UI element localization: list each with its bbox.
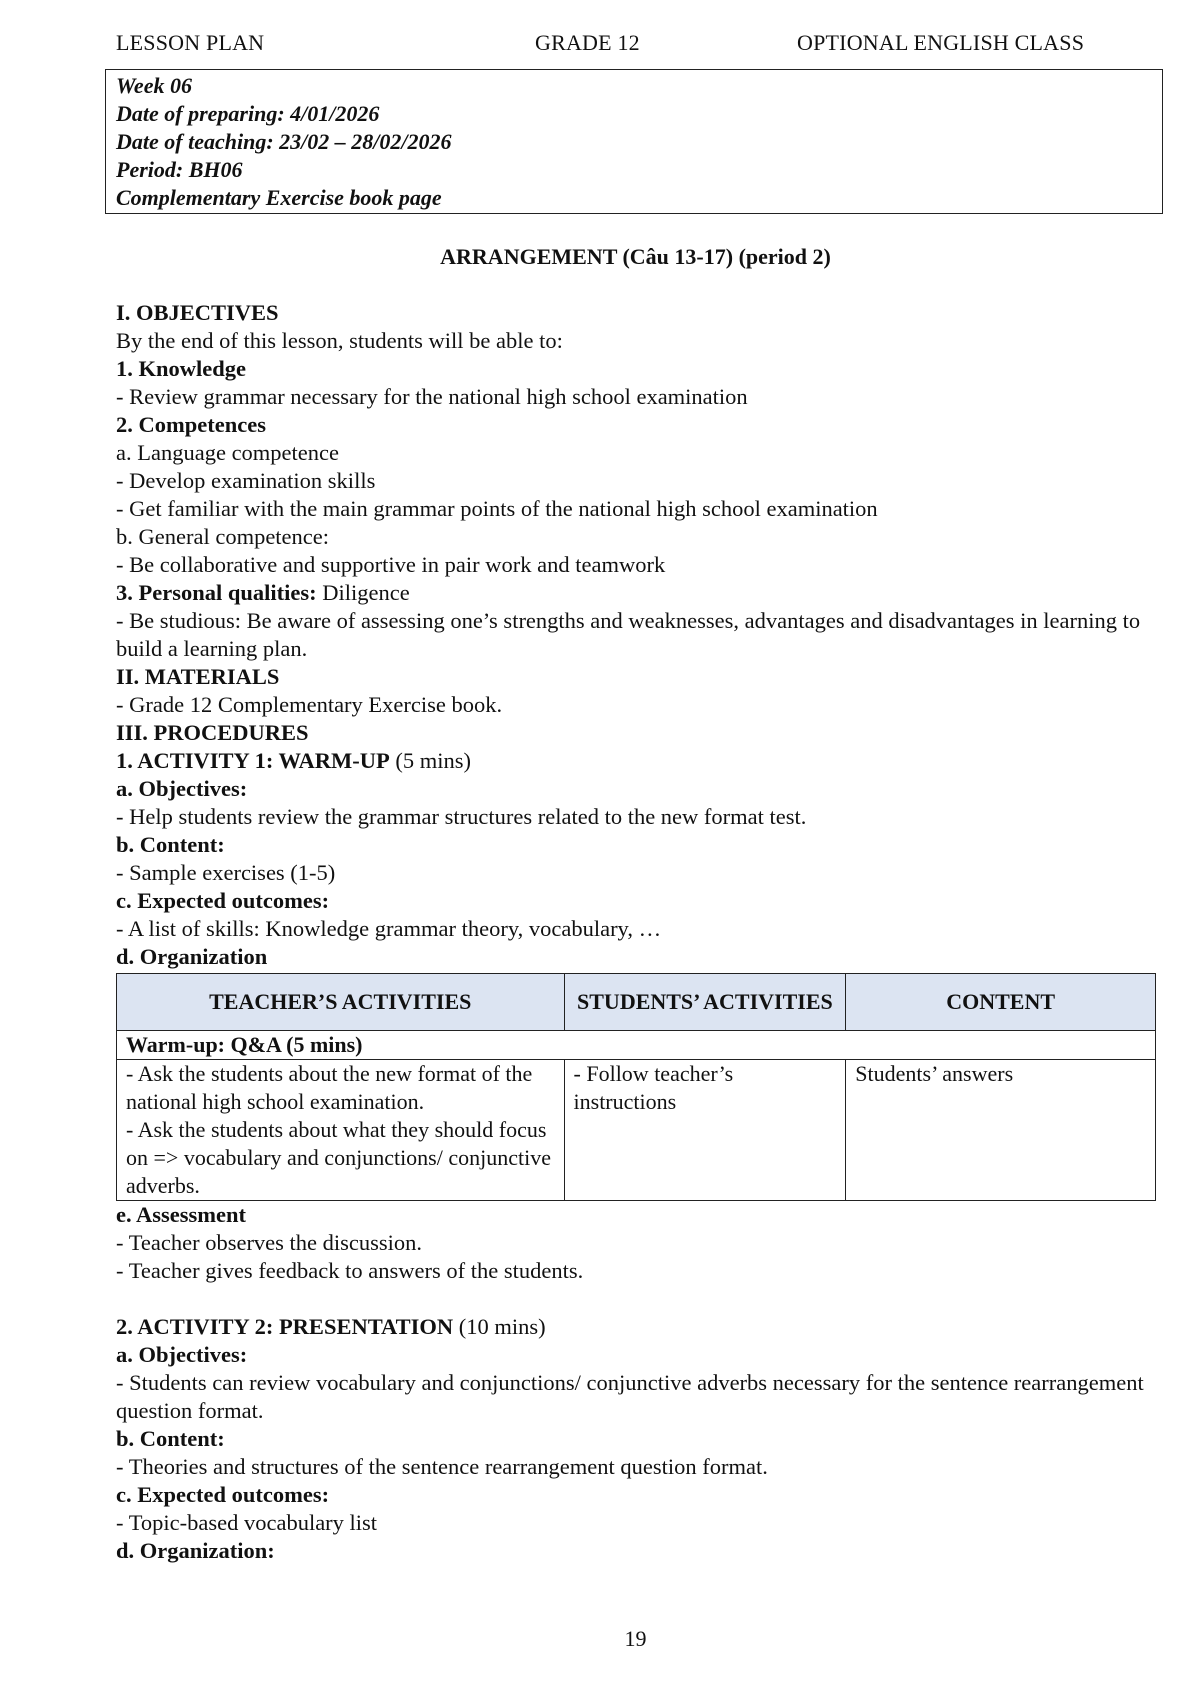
materials-item: - Grade 12 Complementary Exercise book. [116, 692, 503, 717]
period-label: Period: BH06 [116, 157, 243, 182]
assessment-item-1: - Teacher observes the discussion. [116, 1230, 423, 1255]
activity2-objectives-heading: a. Objectives: [116, 1342, 248, 1367]
header-grade: GRADE 12 [535, 30, 640, 55]
activity2-content-heading: b. Content: [116, 1426, 225, 1451]
date-preparing: Date of preparing: 4/01/2026 [116, 101, 380, 126]
col-students-activities: STUDENTS’ ACTIVITIES [564, 974, 846, 1031]
spacer [116, 1285, 1166, 1313]
activity2-outcomes-item: - Topic-based vocabulary list [116, 1510, 378, 1535]
book-page-label: Complementary Exercise book page [116, 185, 442, 210]
col-teacher-activities: TEACHER’S ACTIVITIES [117, 974, 565, 1031]
general-competence-item: - Be collaborative and supportive in pair work and teamwork [116, 552, 666, 577]
lesson-info-box [105, 69, 1163, 214]
header-lesson-plan: LESSON PLAN [116, 30, 265, 55]
assessment-heading: e. Assessment [116, 1202, 246, 1227]
activity2-content-item: - Theories and structures of the sentence rearrangement question format. [116, 1454, 768, 1479]
organization-table [116, 973, 1156, 1201]
week-label: Week 06 [116, 73, 192, 98]
objectives-intro: By the end of this lesson, students will be able to: [116, 328, 563, 353]
activity1-objectives-item: - Help students review the grammar structures related to the new format test. [116, 804, 807, 829]
activity1-content-item: - Sample exercises (1-5) [116, 860, 336, 885]
warmup-subheader: Warm-up: Q&A (5 mins) [117, 1031, 1156, 1060]
page-number: 19 [624, 1626, 647, 1651]
activity2-outcomes-heading: c. Expected outcomes: [116, 1482, 330, 1507]
personal-qualities-heading: 3. Personal qualities: [116, 580, 317, 605]
personal-qualities-item: - Be studious: Be aware of assessing one’s strengths and weaknesses, advantages and disadvantages in learning to build a learning plan. [116, 608, 1141, 661]
table-subheader-row [117, 1031, 1156, 1060]
activity2-organization-heading: d. Organization: [116, 1538, 275, 1563]
activity2-duration: (10 mins) [453, 1314, 546, 1339]
header-class: OPTIONAL ENGLISH CLASS [797, 30, 1085, 55]
procedures-heading: III. PROCEDURES [116, 720, 309, 745]
activity1-objectives-heading: a. Objectives: [116, 776, 248, 801]
language-competence-item-1: - Develop examination skills [116, 468, 376, 493]
competences-heading: 2. Competences [116, 412, 266, 437]
table-header-row [117, 974, 1156, 1031]
teacher-activity-1: - Ask the students about the new format of the national high school examination. [126, 1061, 533, 1114]
activity2-heading: 2. ACTIVITY 2: PRESENTATION [116, 1314, 454, 1339]
activity1-duration: (5 mins) [389, 748, 472, 773]
lesson-body [116, 299, 1166, 1565]
general-competence: b. General competence: [116, 524, 330, 549]
materials-heading: II. MATERIALS [116, 664, 280, 689]
objectives-heading: I. OBJECTIVES [116, 300, 279, 325]
language-competence-item-2: - Get familiar with the main grammar points of the national high school examination [116, 496, 878, 521]
language-competence: a. Language competence [116, 440, 340, 465]
date-teaching: Date of teaching: 23/02 – 28/02/2026 [116, 129, 452, 154]
personal-qualities-value: Diligence [316, 580, 410, 605]
activity1-organization-heading: d. Organization [116, 944, 268, 969]
col-content: CONTENT [846, 974, 1156, 1031]
content-cell: Students’ answers [846, 1060, 1156, 1201]
activity1-outcomes-item: - A list of skills: Knowledge grammar theory, vocabulary, … [116, 916, 662, 941]
activity2-objectives-item: - Students can review vocabulary and conjunctions/ conjunctive adverbs necessary for the sentence rearrangement question format. [116, 1370, 1144, 1423]
lesson-title: ARRANGEMENT (Câu 13-17) (period 2) [440, 244, 831, 269]
teacher-activity-2: - Ask the students about what they should focus on => vocabulary and conjunctions/ conjunctive adverbs. [126, 1117, 551, 1198]
activity1-content-heading: b. Content: [116, 832, 225, 857]
activity1-heading: 1. ACTIVITY 1: WARM-UP [116, 748, 390, 773]
knowledge-item: - Review grammar necessary for the national high school examination [116, 384, 748, 409]
teacher-activities-cell [117, 1060, 565, 1201]
knowledge-heading: 1. Knowledge [116, 356, 247, 381]
students-activities-cell: - Follow teacher’s instructions [564, 1060, 846, 1201]
assessment-item-2: - Teacher gives feedback to answers of the students. [116, 1258, 584, 1283]
table-row [117, 1060, 1156, 1201]
activity1-outcomes-heading: c. Expected outcomes: [116, 888, 330, 913]
